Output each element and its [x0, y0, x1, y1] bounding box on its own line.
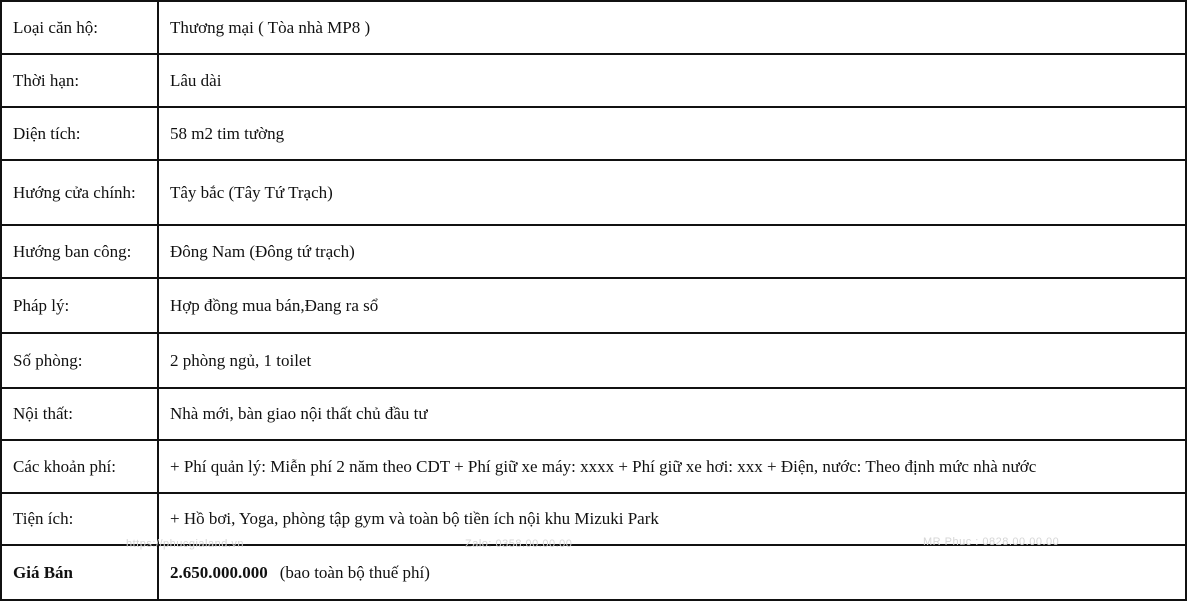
price-note: (bao toàn bộ thuế phí)	[279, 562, 430, 582]
row-label: Số phòng:	[1, 333, 158, 388]
row-value: Lâu dài	[158, 54, 1186, 107]
table-row	[1, 440, 1186, 493]
row-label: Pháp lý:	[1, 278, 158, 333]
row-value: 2 phòng ngủ, 1 toilet	[158, 333, 1186, 388]
row-label: Hướng ban công:	[1, 225, 158, 278]
price-label: Giá Bán	[1, 545, 158, 600]
row-value: Nhà mới, bàn giao nội thất chủ đầu tư	[158, 388, 1186, 440]
table-row	[1, 160, 1186, 225]
zalo-watermark: Zalo: 0358.00.00.00	[465, 538, 573, 550]
price-amount: 2.650.000.000	[170, 562, 268, 582]
row-label: Diện tích:	[1, 107, 158, 160]
row-label: Các khoản phí:	[1, 440, 158, 493]
row-value: Thương mại ( Tòa nhà MP8 )	[158, 1, 1186, 54]
table-row	[1, 388, 1186, 440]
table-row	[1, 493, 1186, 545]
price-row	[1, 545, 1186, 600]
row-value: 58 m2 tim tường	[158, 107, 1186, 160]
price-value-cell	[158, 545, 1186, 600]
row-value: Đông Nam (Đông tứ trạch)	[158, 225, 1186, 278]
row-value: + Phí quản lý: Miễn phí 2 năm theo CDT + Phí giữ xe máy: xxxx + Phí giữ xe hơi: xxx + Điện, nước: Theo định mức nhà nước	[158, 440, 1186, 493]
table-row	[1, 333, 1186, 388]
site-watermark: https://phucgialand.vn	[126, 538, 245, 550]
table-row	[1, 1, 1186, 54]
row-label: Loại căn hộ:	[1, 1, 158, 54]
row-label: Hướng cửa chính:	[1, 160, 158, 225]
row-label: Thời hạn:	[1, 54, 158, 107]
contact-watermark: MR Phuc : 0828.00.00.00	[923, 536, 1060, 548]
table-row	[1, 54, 1186, 107]
row-value: Hợp đồng mua bán,Đang ra sổ	[158, 278, 1186, 333]
row-label: Nội thất:	[1, 388, 158, 440]
table-row	[1, 278, 1186, 333]
row-value: + Hồ bơi, Yoga, phòng tập gym và toàn bộ tiền ích nội khu Mizuki Park	[158, 493, 1186, 545]
row-label: Tiện ích:	[1, 493, 158, 545]
table-row	[1, 107, 1186, 160]
row-value: Tây bắc (Tây Tứ Trạch)	[158, 160, 1186, 225]
table-row	[1, 225, 1186, 278]
